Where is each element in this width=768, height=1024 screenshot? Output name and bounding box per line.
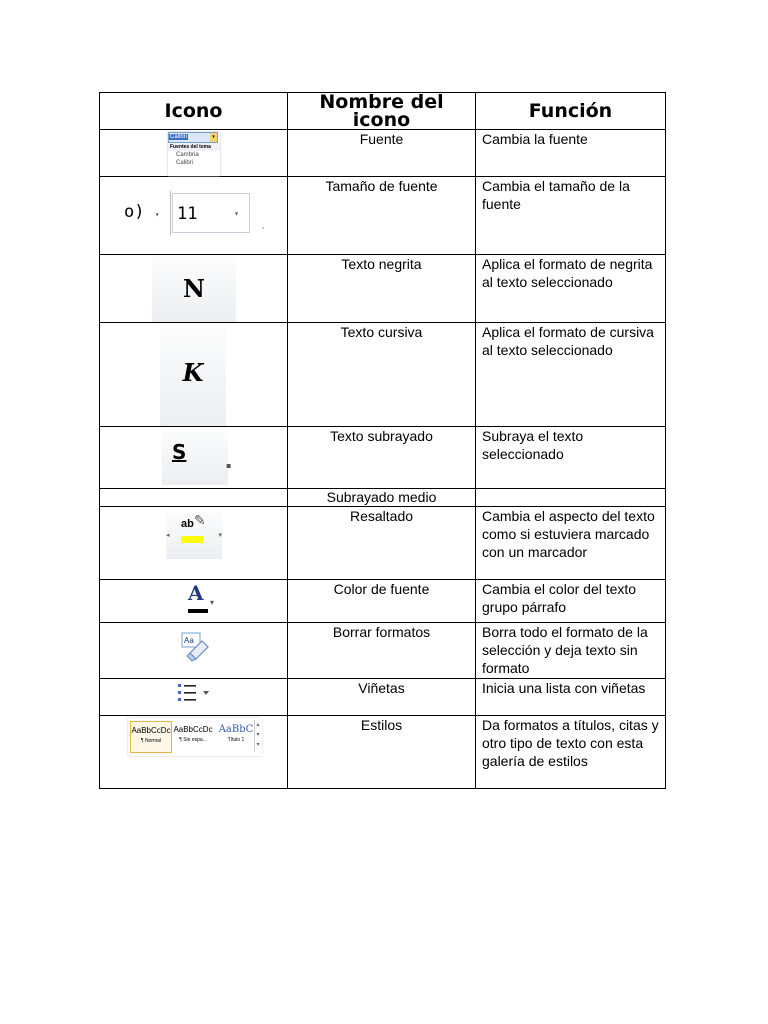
icon-cell: [100, 177, 288, 255]
icon-name: Resaltado: [288, 507, 476, 580]
icon-cell: [100, 679, 288, 716]
table-row: [100, 130, 666, 177]
underline-icon: S ▪: [162, 427, 228, 485]
style-label: ¶ Normal: [140, 738, 162, 744]
table-row: [100, 679, 666, 716]
bold-icon: N: [152, 255, 236, 322]
font-size-value: 11: [177, 204, 198, 224]
table-row: [100, 177, 666, 255]
table-header-row: [100, 93, 666, 130]
highlighter-icon: ab ✎ ◂ ▾: [166, 509, 222, 559]
header-icono: Icono: [100, 93, 288, 130]
icon-function: Cambia el tamaño de la fuente: [476, 177, 666, 255]
icon-name: Texto negrita: [288, 255, 476, 323]
table-row: [100, 323, 666, 427]
icon-cell: [100, 580, 288, 623]
icon-function: Cambia el color del texto grupo párrafo: [476, 580, 666, 623]
icon-function: Da formatos a títulos, citas y otro tipo de texto con esta galería de estilos: [476, 716, 666, 789]
italic-icon: K: [160, 323, 226, 426]
style-sample: [216, 721, 256, 751]
icon-name: Estilos: [288, 716, 476, 789]
icon-cell: [100, 427, 288, 489]
table-row: [100, 255, 666, 323]
table-row: [100, 623, 666, 679]
icon-function: Subraya el texto seleccionado: [476, 427, 666, 489]
style-sample-text: AaBbCcDc: [173, 725, 213, 734]
icon-function: Borra todo el formato de la selección y deja texto sin formato: [476, 623, 666, 679]
icon-name: Viñetas: [288, 679, 476, 716]
font-dropdown-item: Calibri: [176, 160, 194, 166]
icon-function: [476, 489, 666, 507]
table-row: [100, 489, 666, 507]
icon-name: Color de fuente: [288, 580, 476, 623]
icon-name: Fuente: [288, 130, 476, 177]
header-funcion: Función: [476, 93, 666, 130]
icon-cell: [100, 255, 288, 323]
icon-function: Aplica el formato de cursiva al texto seleccionado: [476, 323, 666, 427]
icon-name: Texto cursiva: [288, 323, 476, 427]
icon-name: Borrar formatos: [288, 623, 476, 679]
font-dropdown-icon: Calibri ▾ Fuentes del tema Cambria Calibri: [168, 132, 220, 176]
header-nombre: Nombre del icono: [288, 93, 476, 130]
eraser-icon: [174, 627, 212, 669]
font-dropdown-value: Calibri: [170, 134, 188, 140]
highlight-text: ab: [181, 518, 194, 530]
font-size-left-text: o): [124, 202, 145, 222]
font-size-dropdown-icon: o) ▾ 11 ▾ ,: [124, 187, 256, 243]
icon-function: Aplica el formato de negrita al texto seleccionado: [476, 255, 666, 323]
icon-function: Inicia una lista con viñetas: [476, 679, 666, 716]
icon-cell: [100, 716, 288, 789]
font-color-letter: A: [188, 581, 204, 605]
style-label: ¶ Sin espa...: [179, 737, 207, 743]
font-dropdown-group: Fuentes del tema: [168, 143, 220, 151]
icon-table: [99, 92, 666, 789]
table-row: [100, 716, 666, 789]
icon-cell: [100, 507, 288, 580]
icon-function: Cambia la fuente: [476, 130, 666, 177]
icon-cell: [100, 323, 288, 427]
icon-function: Cambia el aspecto del texto como si estuviera marcado con un marcador: [476, 507, 666, 580]
font-dropdown-item: Cambria: [176, 152, 199, 158]
style-label: Título 1: [227, 737, 245, 743]
icon-cell: [100, 623, 288, 679]
style-sample: [130, 721, 172, 753]
svg-text:Aa: Aa: [184, 636, 194, 645]
font-color-icon: A ▾: [180, 584, 220, 616]
icon-cell: [100, 489, 288, 507]
style-sample: [173, 721, 213, 751]
underline-letter: S: [172, 440, 187, 464]
table-row: [100, 580, 666, 623]
icon-name: Subrayado medio: [288, 489, 476, 507]
icon-name: Texto subrayado: [288, 427, 476, 489]
style-sample-text: AaBbCcDc: [131, 726, 171, 735]
bullet-list-icon: [176, 681, 216, 711]
icon-cell: [100, 130, 288, 177]
table-row: [100, 507, 666, 580]
styles-gallery-icon: AaBbCcDc ¶ Normal AaBbCcDc ¶ Sin espa... AaBbC Título 1 ▴ ▾ ▾: [128, 718, 262, 756]
icon-name: Tamaño de fuente: [288, 177, 476, 255]
table-row: [100, 427, 666, 489]
style-sample-text: AaBbC: [218, 724, 254, 735]
highlight-color-bar: [181, 536, 203, 543]
